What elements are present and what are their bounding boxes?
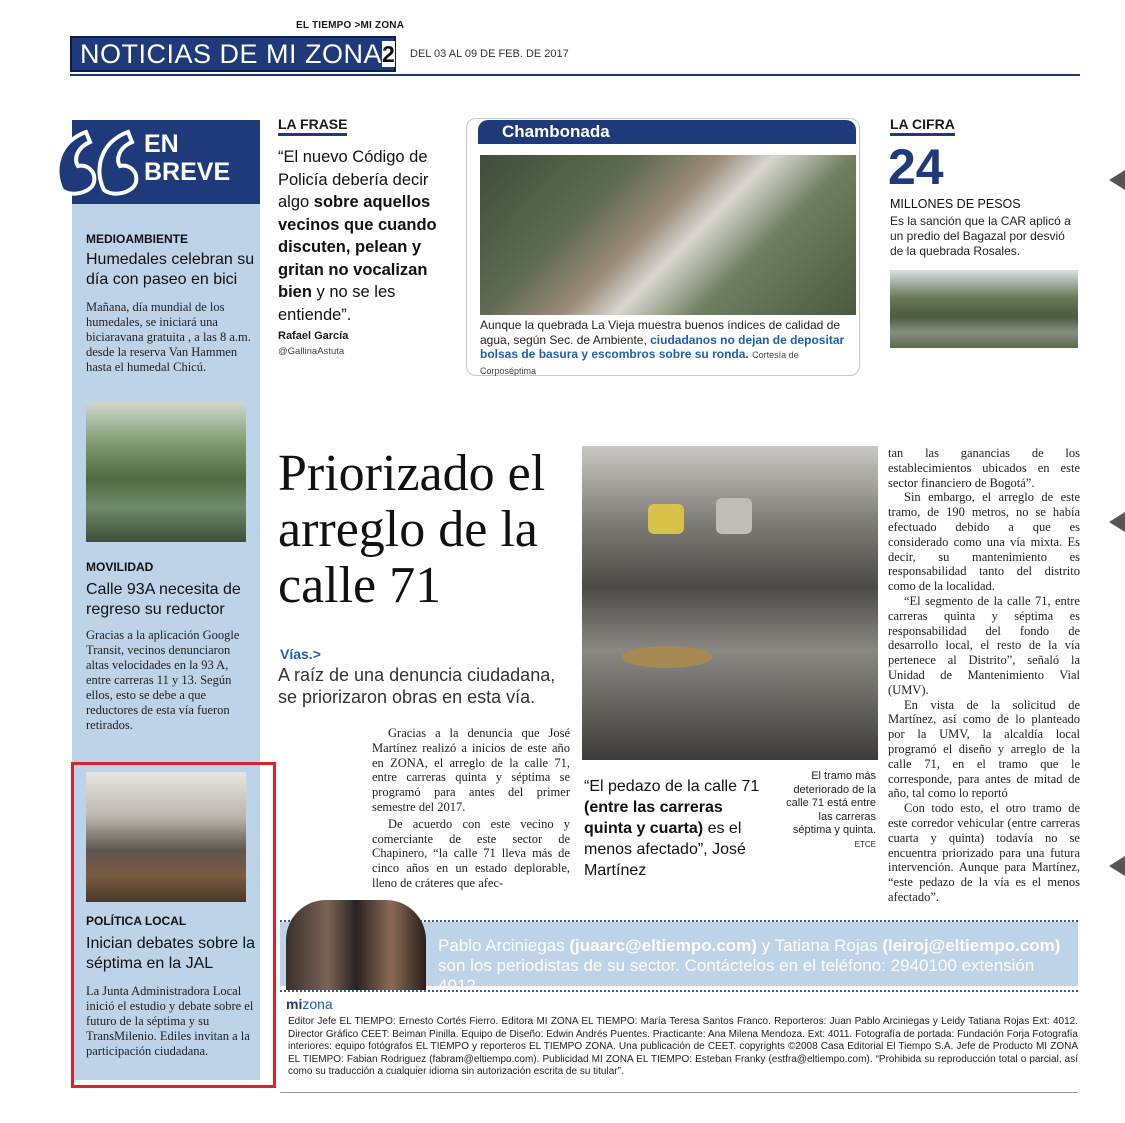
article-paragraph: De acuerdo con este vecino y comerciante de este sector de Chapinero, “la calle 71 lleva más de cinco años en un estado deplorable, lleno de cráteres que afec- [372,816,570,890]
la-cifra-kicker: LA CIFRA [890,116,955,136]
breve-headline-septima: Inician debates sobre la séptima en la JAL [86,935,255,972]
chambonada-title: Chambonada [478,120,856,144]
reporters-and: y Tatiana Rojas [756,936,883,955]
la-frase-quote-a: “El nuevo Código de Policía debería decir algo [278,148,429,211]
issue-date: DEL 03 AL 09 DE FEB. DE 2017 [410,48,569,60]
breve-headline-calle93a: Calle 93A necesita de regreso su reductor [86,581,241,618]
la-cifra-description: Es la sanción que la CAR aplicó a un predio del Bagazal por desvió de la quebrada Rosales. [890,214,1071,258]
en-breve-title [144,130,230,186]
breve-body-humedales: Mañana, día mundial de los humedales, se iniciará una biciaravana gratuita , a las 8 a.m. desde la reserva Van Hammen hasta el humedal Chicú. [86,300,251,374]
breve-kicker-medioambiente: MEDIOAMBIENTE [86,232,188,246]
la-cifra-number: 24 [888,139,944,195]
wetland-photo [86,402,246,542]
street-photo [582,446,878,760]
en-breve-title-line1: EN [144,130,179,158]
edge-arrow-icon [1109,856,1125,876]
street-photo-caption [780,770,876,852]
chambonada-caption-bold: ciudadanos no dejan de depositar bolsas de basura y escombros sobre su ronda. [480,332,845,361]
breve-headline-humedales: Humedales celebran su día con paseo en bici [86,251,255,288]
edge-arrow-icon [1109,170,1125,190]
chambonada-caption-a: Aunque la quebrada La Vieja muestra buenos índices de calidad de agua, según Sec. de Ambiente, [480,318,841,347]
breve-kicker-movilidad: MOVILIDAD [86,560,154,574]
article-headline: Priorizado el arreglo de la calle 71 [278,445,546,614]
mi-zona-logo [286,996,333,1012]
chambonada-credit: Cortesía de Corposéptima [480,350,799,376]
mi-zona-logo-b: zona [302,996,333,1012]
edge-arrow-icon [1109,512,1125,532]
article-paragraph: “El segmento de la calle 71, entre carreras quinta y séptima es responsabilidad del fondo de desarrollo local, el resto de la vía pertenece al Distrito”, señaló la Unidad de Mantenimiento Vial (UMV). [888,593,1080,697]
reporter-email-2[interactable]: (leiroj@eltiempo.com) [882,936,1061,955]
brand-label: EL TIEMPO >MI ZONA [296,20,405,31]
reporter-email-1[interactable]: (juaarc@eltiempo.com) [569,936,757,955]
article-paragraph: Sin embargo, el arreglo de este tramo, de 190 metros, no se había efectuado debido a que es considerado como una vía mixta. Es decir, su mantenimiento es responsabilidad tanto del distrito como de la localidad. [888,490,1080,594]
mi-zona-logo-a: mi [286,996,303,1012]
creek-photo [480,155,856,315]
la-cifra-unit: MILLONES DE PESOS [890,197,1021,211]
la-frase-quote-bold: sobre aquellos vecinos que cuando discuten, pelean y gritan no vocalizan bien [278,193,437,301]
la-frase-kicker: LA FRASE [278,116,347,136]
bottom-rule [280,1092,1078,1093]
credits-text: Editor Jefe EL TIEMPO: Ernesto Cortés Fierro. Editora MI ZONA EL TIEMPO: María Teresa Santos Franco. Reporteros: Juan Pablo Arciniegas y Leidy Tatiana Rojas Ext: 4012. Director Gráfico CEET: Beiman Pinilla. Equipo de Diseño: Edwin Andrés Puentes. Practicante: Ana Milena Mendoza. Ext: 4011. Fotografía de portada: Fundación Forja Fotografía interiores: equipo fotógrafos EL TIEMPO y reporteros EL TIEMPO ZONA. Una publicación de CEET. copyrights ©2008 Casa Editorial El Tiempo S.A. Jefe de Producto MI ZONA EL TIEMPO: Fabian Rodriguez (fabram@eltiempo.com). Publicidad MI ZONA EL TIEMPO: Esteban Franky (estfra@eltiempo.com). “Prohibida su reproducción total o parcial, así como su traducción a cualquier idioma sin autorización escrita de su titular”. [288,1016,1078,1078]
la-frase-handle: @GallinaAstuta [278,346,345,357]
article-paragraph: En vista de la solicitud de Martínez, así como de lo planteado por la UMV, la alcaldía local programó el diseño y arreglo de la calle 71, en el tramo que le corresponde, para antes de mitad de año, tal como lo reportó [888,697,1080,801]
article-section: Vías.> [280,646,321,662]
chambonada-caption [480,318,856,378]
pothole-shape [622,646,712,668]
breve-body-calle93a: Gracias a la aplicación Google Transit, vecinos denunciaron altas velocidades en la 93 A, entre carreras 11 y 13. Según ellos, esto se debe a que reductores de esta vía fueron retirados. [86,628,240,732]
reporter-name-1: Pablo Arciniegas [438,936,570,955]
la-frase-quote-b: y no se les entiende”. [278,283,396,324]
article-column-1 [372,726,570,891]
highlight-frame [71,762,276,1088]
breve-body-septima: La Junta Administradora Local inició el estudio y debate sobre el futuro de la séptima y su TransMilenio. Ediles invitan a la participación ciudadana. [86,984,254,1058]
reporters-line2: son los periodistas de su sector. Contáctelos en el teléfono: 2940100 extensión 4012. [438,956,1035,995]
article-paragraph: tan las ganancias de los establecimientos ubicados en este sector financiero de Bogotá”. [888,446,1080,490]
page-number: 2 [382,40,395,67]
reporters-contact [438,936,1078,996]
band-dotted-rule-bottom [280,990,1078,994]
property-photo [890,270,1078,348]
article-column-2 [888,446,1080,905]
la-frase-author: Rafael García [278,330,349,342]
en-breve-title-line2: BREVE [144,158,231,186]
top-rule [70,74,1080,76]
article-paragraph: Con todo esto, el otro tramo de este corredor vehicular (entre carreras cuarta y quinta) todavía no se encuentra priorizado para una futura intervención. Aunque para Martínez, “este pedazo de la vía es el menos afectado”. [888,801,1080,904]
pull-quote-bold: (entre las carreras quinta y cuarta) [584,799,723,837]
breve-kicker-politica-local: POLÍTICA LOCAL [86,914,187,928]
street-photo-caption-text: El tramo más deteriorado de la calle 71 está entre las carreras séptima y quinta. [786,770,876,837]
car-shape [716,498,752,534]
article-deck: A raíz de una denuncia ciudadana, se priorizaron obras en esta vía. [278,665,556,707]
taxi-shape [648,504,684,534]
street-photo-credit: ETCE [854,839,876,849]
pull-quote-a: “El pedazo de la calle 71 [584,778,760,795]
pull-quote-b: es el menos afectado”, José Martínez [584,820,746,879]
section-title: NOTICIAS DE MI ZONA [80,38,383,69]
reporters-line1 [438,936,1078,956]
section-header [70,36,396,72]
quote-icon [52,120,144,200]
reporters-photo [286,900,426,990]
article-pull-quote [584,776,774,881]
article-paragraph: Gracias a la denuncia que José Martínez realizó a inicios de este año en ZONA, el arreglo de la calle 71, entre carreras quinta y séptima se programó para antes del primer semestre del 2017. [372,726,570,814]
la-frase-quote [278,146,448,326]
